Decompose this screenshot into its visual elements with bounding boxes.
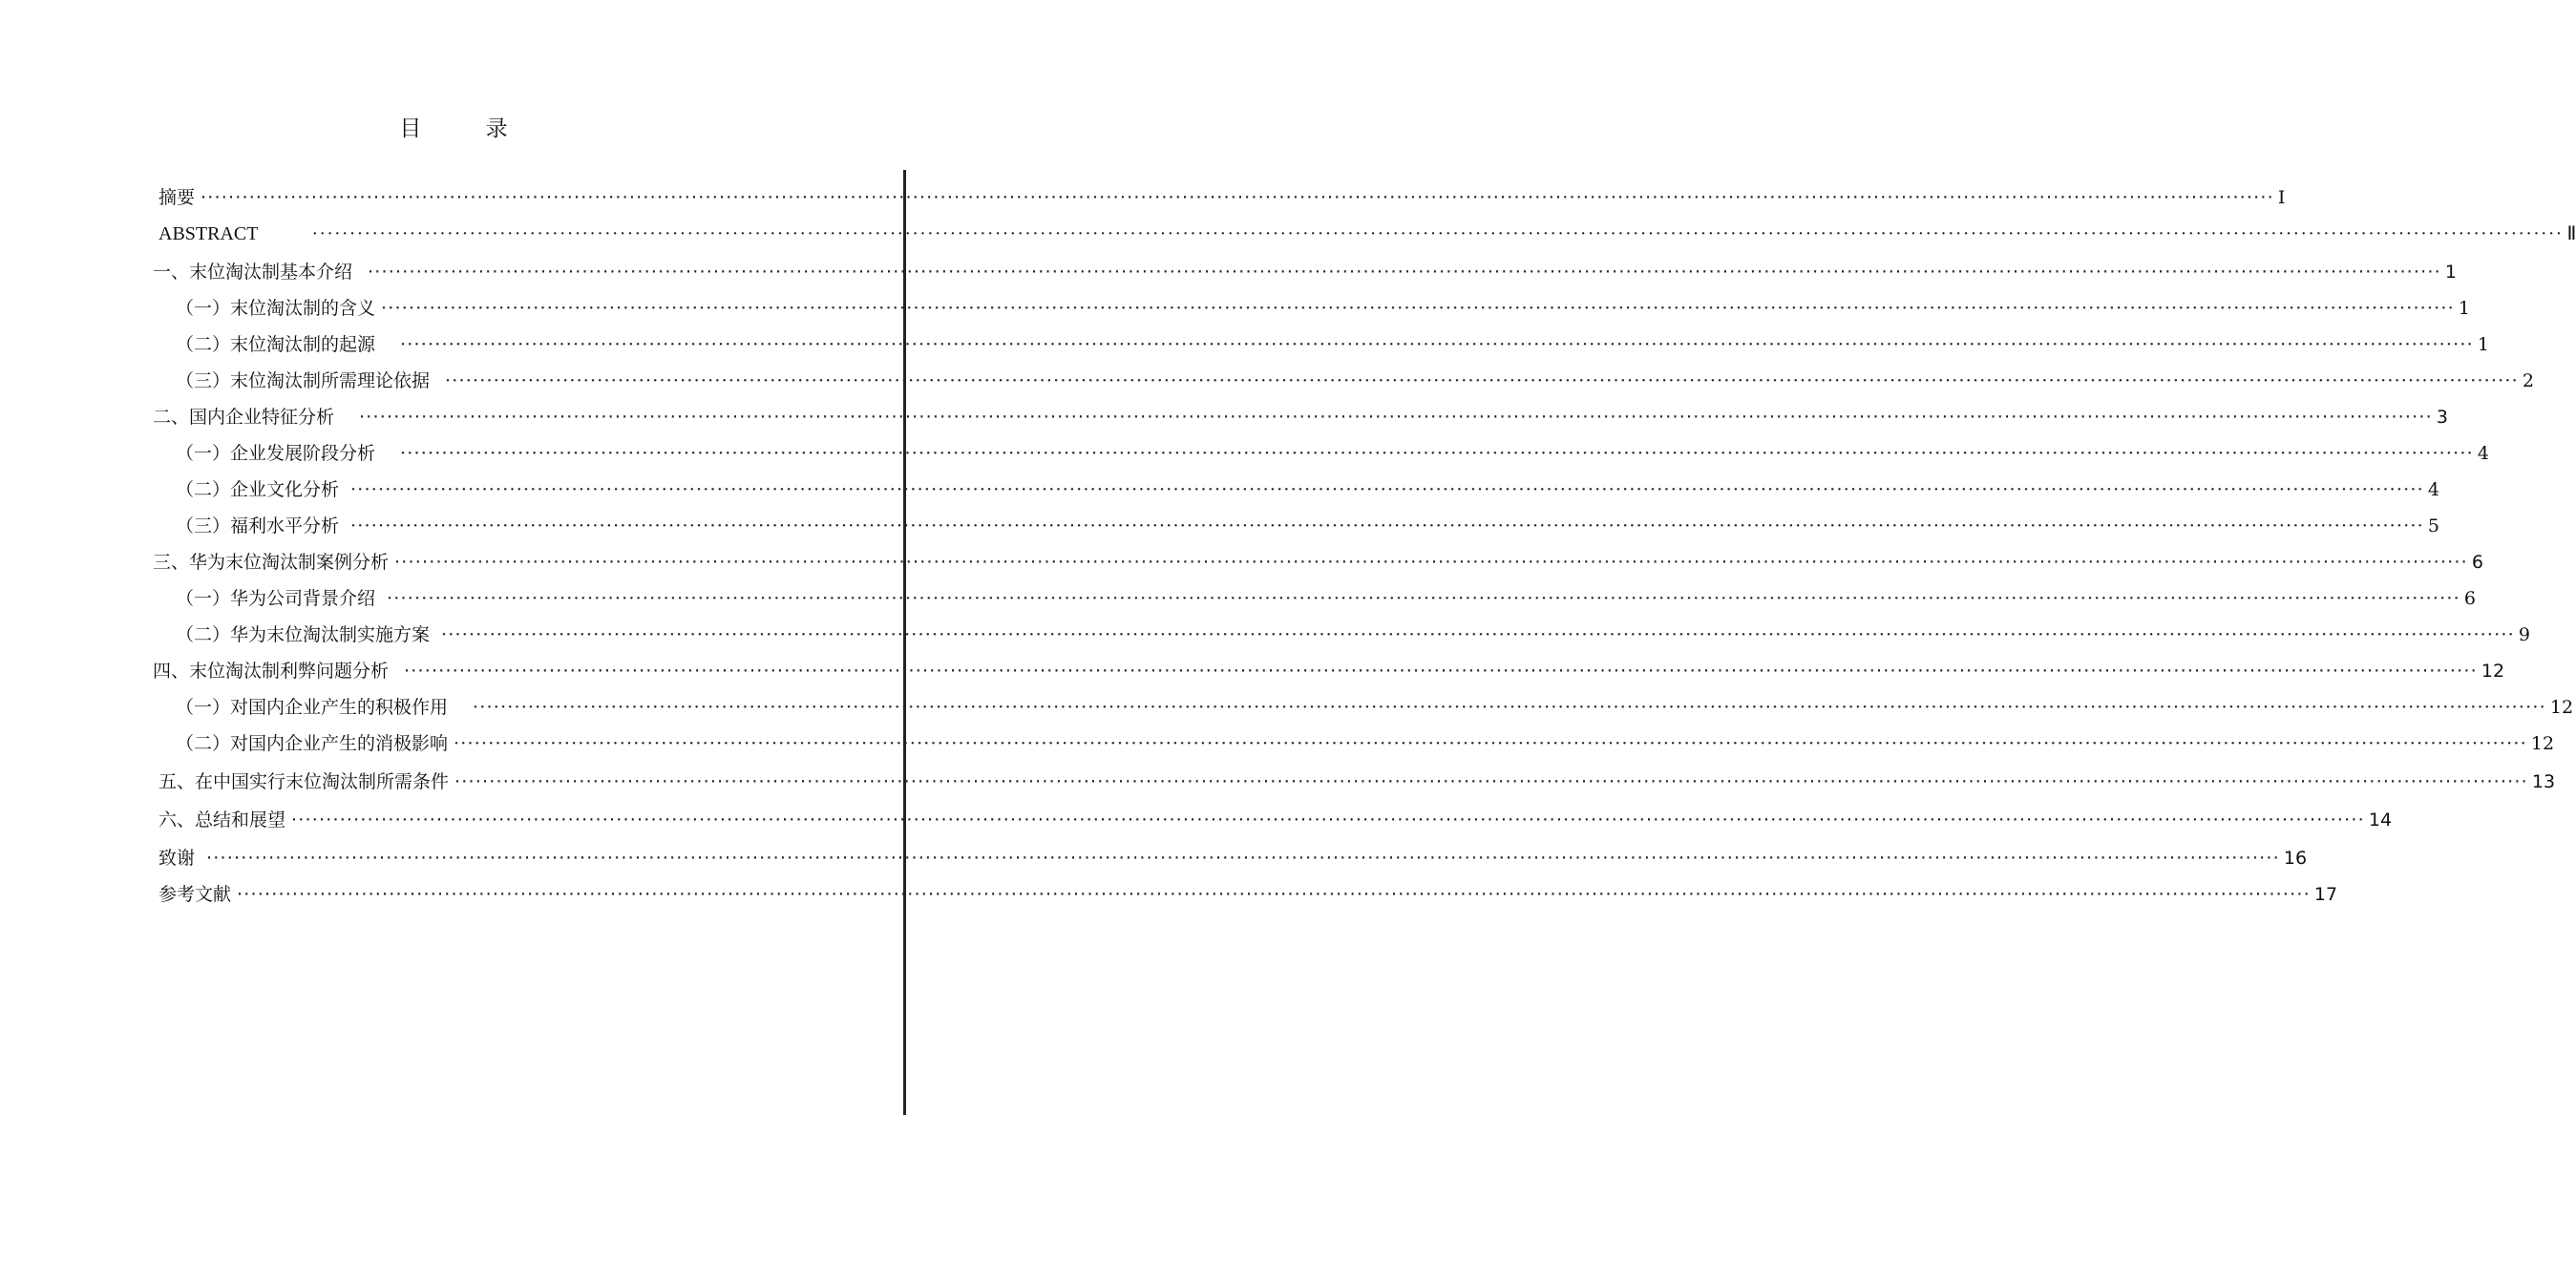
dot-leader: ············································································································································································································································································································ <box>381 298 2455 319</box>
toc-entry-references[interactable] <box>158 880 2338 909</box>
dot-leader: ············································································································································································································································································································ <box>206 848 2280 869</box>
toc-entry-page: 12 <box>2481 661 2505 682</box>
toc-entry-page: 14 <box>2368 810 2393 831</box>
toc-entry-page: 9 <box>2518 624 2530 645</box>
toc-chapter-6[interactable] <box>158 806 2393 834</box>
toc-entry-label: 三、华为末位淘汰制案例分析 <box>153 552 390 573</box>
toc-entry-page: 1 <box>2444 262 2457 283</box>
toc-entry-abstract-en[interactable] <box>158 220 2576 248</box>
dot-leader: ············································································································································································································································································································ <box>454 771 2528 792</box>
toc-entry-label: （二）华为末位淘汰制实施方案 <box>176 624 431 645</box>
toc-entry-label: 二、国内企业特征分析 <box>153 407 335 428</box>
toc-section-2-3[interactable] <box>176 512 2439 540</box>
toc-chapter-3[interactable] <box>153 548 2483 577</box>
dot-leader: ············································································································································································································································································································ <box>237 884 2311 905</box>
toc-entry-label: （二）末位淘汰制的起源 <box>176 334 376 355</box>
toc-entry-label: （一）对国内企业产生的积极作用 <box>176 697 449 718</box>
toc-entry-label: （二）企业文化分析 <box>176 479 340 500</box>
toc-entry-page: 16 <box>2283 848 2308 869</box>
toc-entry-abstract-cn[interactable] <box>158 183 2286 212</box>
toc-entry-label: （三）末位淘汰制所需理论依据 <box>176 370 431 391</box>
toc-entry-page: 4 <box>2477 443 2489 464</box>
dot-leader: ············································································································································································································································································································ <box>311 223 2564 244</box>
toc-section-4-2[interactable] <box>176 729 2555 758</box>
toc-entry-label: ABSTRACT <box>158 223 259 244</box>
toc-chapter-2[interactable] <box>153 403 2448 431</box>
toc-chapter-4[interactable] <box>153 657 2505 685</box>
toc-entry-page: 12 <box>2549 697 2574 718</box>
toc-entry-page: 12 <box>2530 733 2555 754</box>
dot-leader: ············································································································································································································································································································ <box>473 697 2546 718</box>
toc-entry-page: Ⅱ <box>2566 223 2576 244</box>
dot-leader: ············································································································································································································································································································ <box>404 661 2478 682</box>
toc-entry-page: 13 <box>2531 771 2556 792</box>
toc-section-1-3[interactable] <box>176 367 2534 395</box>
dot-leader: ············································································································································································································································································································ <box>445 370 2519 391</box>
toc-chapter-1[interactable] <box>153 258 2457 286</box>
dot-leader: ············································································································································································································································································································ <box>350 515 2424 536</box>
toc-entry-label: （二）对国内企业产生的消极影响 <box>176 733 449 754</box>
toc-entry-page: 17 <box>2313 884 2338 905</box>
toc-section-1-1[interactable] <box>176 294 2470 323</box>
toc-entry-page: Ⅰ <box>2277 187 2286 208</box>
toc-entry-page: 2 <box>2522 370 2534 391</box>
toc-entry-label: 四、末位淘汰制利弊问题分析 <box>153 661 390 682</box>
dot-leader: ············································································································································································································································································································ <box>400 334 2474 355</box>
toc-entry-label: 六、总结和展望 <box>158 810 286 831</box>
toc-entry-label: （一）华为公司背景介绍 <box>176 588 376 609</box>
toc-chapter-5[interactable] <box>158 768 2556 796</box>
toc-entry-label: 摘要 <box>158 187 196 208</box>
toc-entry-label: （一）企业发展阶段分析 <box>176 443 376 464</box>
toc-section-2-1[interactable] <box>176 439 2489 468</box>
toc-section-4-1[interactable] <box>176 693 2574 722</box>
toc-entry-label: 一、末位淘汰制基本介绍 <box>153 262 353 283</box>
dot-leader: ············································································································································································································································································································ <box>350 479 2424 500</box>
toc-entry-page: 4 <box>2427 479 2439 500</box>
toc-section-1-2[interactable] <box>176 330 2489 359</box>
dot-leader: ············································································································································································································································································································ <box>291 810 2365 831</box>
dot-leader: ············································································································································································································································································································ <box>454 733 2527 754</box>
toc-entry-label: 致谢 <box>158 848 196 869</box>
toc-entry-page: 5 <box>2427 515 2439 536</box>
dot-leader: ············································································································································································································································································································ <box>400 443 2474 464</box>
toc-entry-label: 参考文献 <box>158 884 232 905</box>
toc-entry-label: （三）福利水平分析 <box>176 515 340 536</box>
toc-entry-acknowledgements[interactable] <box>158 844 2308 873</box>
page-title: 目 录 <box>399 116 537 141</box>
toc-entry-page: 1 <box>2458 298 2470 319</box>
toc-section-3-1[interactable] <box>176 584 2476 613</box>
dot-leader: ············································································································································································································································································································ <box>368 262 2441 283</box>
toc-entry-page: 1 <box>2477 334 2489 355</box>
dot-leader: ············································································································································································································································································································ <box>387 588 2460 609</box>
toc-entry-page: 6 <box>2463 588 2476 609</box>
toc-section-3-2[interactable] <box>176 620 2530 649</box>
toc-entry-label: 五、在中国实行末位淘汰制所需条件 <box>158 771 450 792</box>
toc-entry-label: （一）末位淘汰制的含义 <box>176 298 376 319</box>
dot-leader: ············································································································································································································································································································ <box>359 407 2433 428</box>
toc-entry-page: 6 <box>2471 552 2483 573</box>
toc-section-2-2[interactable] <box>176 475 2439 504</box>
toc-entry-page: 3 <box>2436 407 2448 428</box>
dot-leader: ············································································································································································································································································································ <box>441 624 2515 645</box>
dot-leader: ············································································································································································································································································································ <box>201 187 2274 208</box>
dot-leader: ············································································································································································································································································································ <box>394 552 2468 573</box>
